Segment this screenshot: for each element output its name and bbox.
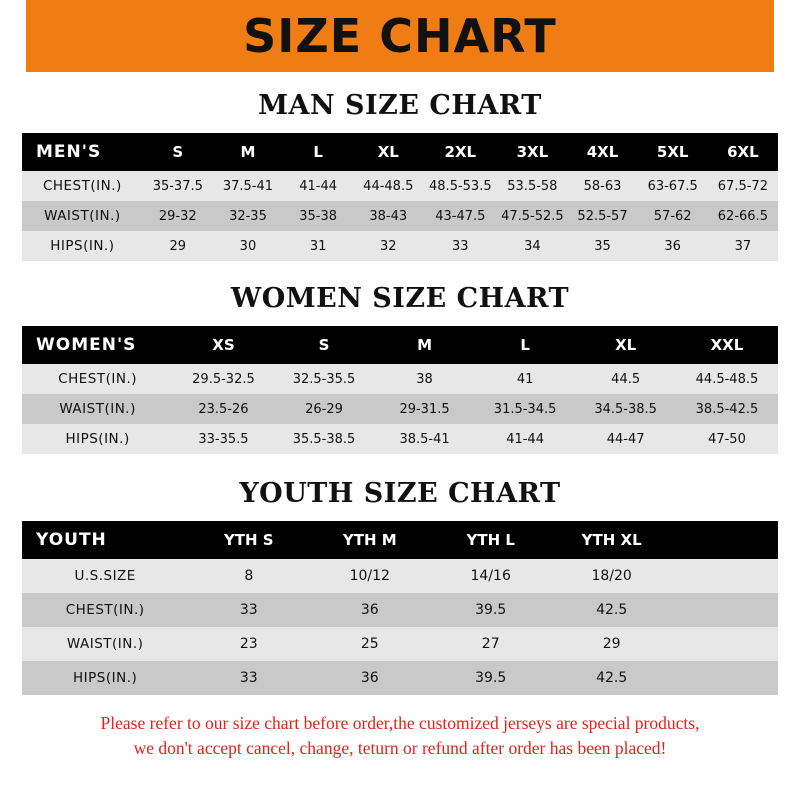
table-cell: 44-48.5 [353, 171, 423, 201]
man-header-4xl: 4XL [567, 133, 637, 171]
man-row-label-chest: CHEST(IN.) [22, 171, 143, 201]
table-cell: 34 [497, 231, 567, 261]
man-size-table [22, 133, 778, 261]
table-cell: 32 [353, 231, 423, 261]
table-cell: 47.5-52.5 [497, 201, 567, 231]
table-row [22, 201, 778, 231]
women-header-xxl: XXL [676, 326, 778, 364]
table-cell: 29-31.5 [374, 394, 475, 424]
table-header-row [22, 133, 778, 171]
table-cell: 29 [143, 231, 213, 261]
table-cell: 36 [309, 593, 430, 627]
man-row-label-waist: WAIST(IN.) [22, 201, 143, 231]
table-cell: 39.5 [430, 593, 551, 627]
youth-row-label-us-size: U.S.SIZE [22, 559, 188, 593]
youth-header-label: YOUTH [22, 521, 188, 559]
table-cell: 30 [213, 231, 283, 261]
table-cell: 32.5-35.5 [274, 364, 375, 394]
table-cell: 38-43 [353, 201, 423, 231]
women-header-l: L [475, 326, 576, 364]
table-cell: 58-63 [567, 171, 637, 201]
table-cell: 53.5-58 [497, 171, 567, 201]
man-header-6xl: 6XL [708, 133, 778, 171]
table-cell: 39.5 [430, 661, 551, 695]
table-cell: 23 [188, 627, 309, 661]
table-cell: 41 [475, 364, 576, 394]
table-row [22, 559, 778, 593]
women-header-label: WOMEN'S [22, 326, 173, 364]
man-header-5xl: 5XL [638, 133, 708, 171]
table-cell [672, 661, 778, 695]
table-cell: 37 [708, 231, 778, 261]
table-cell: 38.5-42.5 [676, 394, 778, 424]
table-cell: 33-35.5 [173, 424, 274, 454]
table-cell: 52.5-57 [567, 201, 637, 231]
man-header-l: L [283, 133, 353, 171]
table-cell: 35.5-38.5 [274, 424, 375, 454]
table-cell [672, 559, 778, 593]
youth-header-l: YTH L [430, 521, 551, 559]
youth-row-label-chest: CHEST(IN.) [22, 593, 188, 627]
table-cell: 14/16 [430, 559, 551, 593]
table-cell: 29-32 [143, 201, 213, 231]
man-header-2xl: 2XL [423, 133, 497, 171]
table-cell: 62-66.5 [708, 201, 778, 231]
table-cell: 33 [188, 593, 309, 627]
man-header-3xl: 3XL [497, 133, 567, 171]
header-left-spacer [0, 0, 26, 72]
table-cell: 34.5-38.5 [575, 394, 676, 424]
table-cell: 36 [309, 661, 430, 695]
table-cell: 63-67.5 [638, 171, 708, 201]
table-cell: 36 [638, 231, 708, 261]
man-header-s: S [143, 133, 213, 171]
table-row [22, 424, 778, 454]
table-cell: 38 [374, 364, 475, 394]
footer-note-line-1: Please refer to our size chart before order,the customized jerseys are special products, [100, 713, 700, 733]
women-header-m: M [374, 326, 475, 364]
youth-row-label-hips: HIPS(IN.) [22, 661, 188, 695]
women-section-title: WOMEN SIZE CHART [230, 283, 570, 314]
table-cell: 42.5 [551, 661, 672, 695]
table-row [22, 661, 778, 695]
table-cell: 32-35 [213, 201, 283, 231]
header-band [0, 0, 800, 72]
women-header-s: S [274, 326, 375, 364]
table-cell: 47-50 [676, 424, 778, 454]
table-row [22, 171, 778, 201]
table-row [22, 593, 778, 627]
table-cell: 41-44 [475, 424, 576, 454]
table-cell: 44.5 [575, 364, 676, 394]
table-cell: 33 [423, 231, 497, 261]
youth-header-xl: YTH XL [551, 521, 672, 559]
table-cell: 10/12 [309, 559, 430, 593]
table-row [22, 394, 778, 424]
table-cell: 44-47 [575, 424, 676, 454]
women-header-xs: XS [173, 326, 274, 364]
table-cell: 35 [567, 231, 637, 261]
table-cell: 57-62 [638, 201, 708, 231]
content [0, 90, 800, 695]
table-cell [672, 593, 778, 627]
table-cell: 41-44 [283, 171, 353, 201]
table-cell: 8 [188, 559, 309, 593]
table-cell: 23.5-26 [173, 394, 274, 424]
man-header-m: M [213, 133, 283, 171]
table-cell: 42.5 [551, 593, 672, 627]
table-cell: 29 [551, 627, 672, 661]
man-header-xl: XL [353, 133, 423, 171]
table-cell: 25 [309, 627, 430, 661]
women-row-label-waist: WAIST(IN.) [22, 394, 173, 424]
table-row [22, 364, 778, 394]
table-cell: 35-37.5 [143, 171, 213, 201]
youth-row-label-waist: WAIST(IN.) [22, 627, 188, 661]
table-cell: 33 [188, 661, 309, 695]
youth-section-title: YOUTH SIZE CHART [239, 478, 561, 509]
table-cell: 31.5-34.5 [475, 394, 576, 424]
youth-header-s: YTH S [188, 521, 309, 559]
table-cell: 18/20 [551, 559, 672, 593]
women-size-table [22, 326, 778, 454]
table-cell: 31 [283, 231, 353, 261]
table-cell: 38.5-41 [374, 424, 475, 454]
table-header-row [22, 326, 778, 364]
table-cell: 27 [430, 627, 551, 661]
table-row [22, 231, 778, 261]
table-cell: 26-29 [274, 394, 375, 424]
table-cell: 29.5-32.5 [173, 364, 274, 394]
women-row-label-chest: CHEST(IN.) [22, 364, 173, 394]
youth-size-table [22, 521, 778, 695]
page-title: SIZE CHART [243, 9, 557, 63]
youth-header-blank [672, 521, 778, 559]
table-cell: 43-47.5 [423, 201, 497, 231]
man-row-label-hips: HIPS(IN.) [22, 231, 143, 261]
women-header-xl: XL [575, 326, 676, 364]
table-row [22, 627, 778, 661]
youth-header-m: YTH M [309, 521, 430, 559]
man-header-label: MEN'S [22, 133, 143, 171]
man-section-title: MAN SIZE CHART [258, 90, 542, 121]
women-row-label-hips: HIPS(IN.) [22, 424, 173, 454]
table-cell: 35-38 [283, 201, 353, 231]
table-cell: 48.5-53.5 [423, 171, 497, 201]
header-right-spacer [774, 0, 800, 72]
table-header-row [22, 521, 778, 559]
table-cell [672, 627, 778, 661]
footer-note [0, 711, 800, 762]
table-cell: 67.5-72 [708, 171, 778, 201]
footer-note-line-2: we don't accept cancel, change, teturn or refund after order has been placed! [133, 738, 667, 759]
table-cell: 37.5-41 [213, 171, 283, 201]
table-cell: 44.5-48.5 [676, 364, 778, 394]
